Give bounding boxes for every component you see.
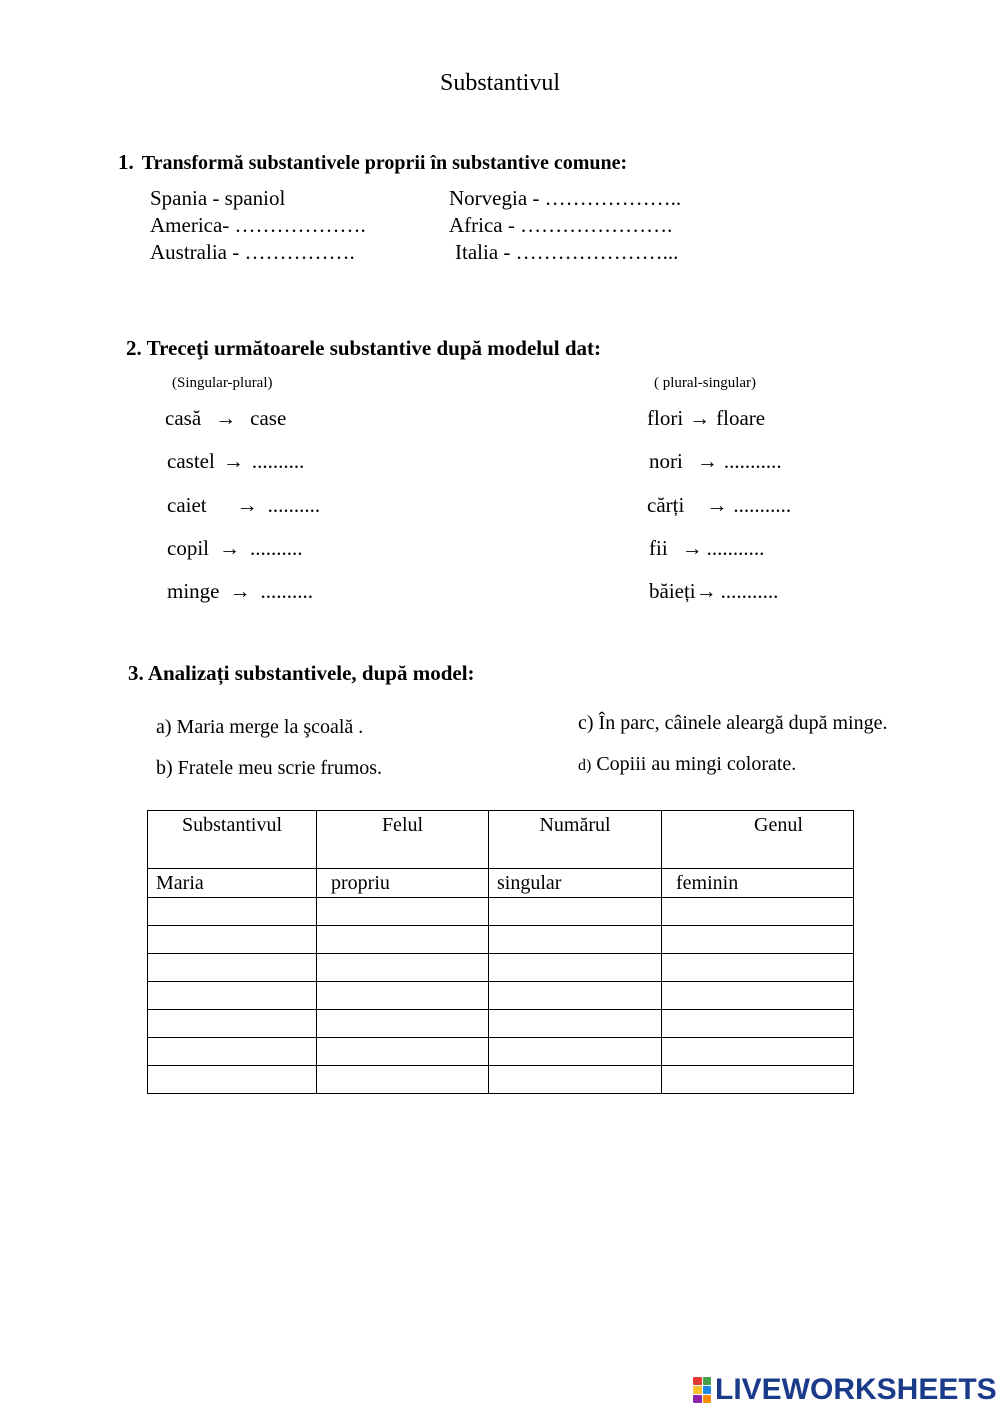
ex2-answer: ........... (720, 579, 779, 603)
table-cell: singular (489, 869, 662, 898)
table-row (148, 926, 854, 954)
sentence-b: b) Fratele meu scrie frumos. (156, 757, 383, 779)
table-input-cell[interactable] (489, 1066, 662, 1094)
table-input-cell[interactable] (317, 1066, 489, 1094)
ex2-left-row (167, 579, 313, 604)
ex1-right-item: Norvegia - ……………….. (449, 186, 682, 210)
analysis-table (147, 810, 854, 1094)
logo-block (703, 1395, 712, 1403)
exercise-1-heading (118, 150, 627, 175)
ex2-right-row (647, 406, 765, 431)
table-input-cell[interactable] (489, 926, 662, 954)
table-row (148, 1038, 854, 1066)
exercise-1-number: 1. (118, 150, 134, 174)
page-title: Substantivul (439, 70, 560, 96)
ex2-word: caiet (167, 493, 207, 517)
ex2-answer: .......... (250, 536, 303, 560)
table-input-cell[interactable] (317, 1010, 489, 1038)
table-input-cell[interactable] (148, 1038, 317, 1066)
ex2-word: castel (167, 449, 215, 473)
table-input-cell[interactable] (148, 898, 317, 926)
table-input-cell[interactable] (489, 898, 662, 926)
table-input-cell[interactable] (148, 982, 317, 1010)
table-cell: feminin (662, 869, 854, 898)
arrow-icon: → (696, 449, 718, 473)
ex2-answer: ........... (706, 536, 765, 560)
table-input-cell[interactable] (317, 1038, 489, 1066)
table-input-cell[interactable] (662, 1010, 854, 1038)
sentence-a: a) Maria merge la şcoală . (156, 716, 364, 738)
table-row (148, 898, 854, 926)
table-input-cell[interactable] (489, 954, 662, 982)
table-header-row (148, 811, 854, 869)
table-input-cell[interactable] (489, 1038, 662, 1066)
ex2-word: cărți (647, 493, 685, 517)
ex2-left-row (167, 536, 303, 561)
col-header-genul: Genul (662, 811, 854, 869)
ex1-right-item: Italia - …………………... (455, 240, 679, 264)
table-input-cell[interactable] (662, 898, 854, 926)
ex2-answer: floare (716, 406, 766, 430)
arrow-icon: → (222, 449, 244, 473)
table-input-cell[interactable] (662, 1066, 854, 1094)
ex2-word: băieți (649, 579, 696, 603)
arrow-icon: → (681, 536, 703, 560)
table-input-cell[interactable] (317, 926, 489, 954)
liveworksheets-logo[interactable] (693, 1375, 997, 1405)
table-input-cell[interactable] (317, 982, 489, 1010)
table-input-cell[interactable] (148, 926, 317, 954)
table-input-cell[interactable] (148, 954, 317, 982)
ex2-answer: ........... (733, 493, 792, 517)
table-row (148, 954, 854, 982)
ex2-left-row (165, 406, 286, 431)
col-header-felul: Felul (317, 811, 489, 869)
table-input-cell[interactable] (317, 954, 489, 982)
ex2-word: copil (167, 536, 209, 560)
ex2-right-row (649, 449, 782, 474)
arrow-icon: → (695, 579, 717, 603)
ex2-word: fii (649, 536, 668, 560)
ex1-right-item: Africa - …………………. (449, 213, 673, 237)
ex2-right-row (649, 536, 764, 561)
ex2-word: flori (647, 406, 684, 430)
ex2-left-row (167, 493, 320, 518)
table-input-cell[interactable] (317, 898, 489, 926)
exercise-2-heading: 2. Treceţi următoarele substantive după modelul dat: (126, 336, 602, 360)
ex2-right-note: ( plural-singular) (654, 375, 757, 391)
exercise-3-heading: 3. Analizați substantivele, după model: (128, 661, 475, 685)
ex2-answer: .......... (267, 493, 321, 517)
table-row (148, 1010, 854, 1038)
ex2-word: nori (649, 449, 683, 473)
table-input-cell[interactable] (662, 1038, 854, 1066)
logo-block (693, 1395, 702, 1403)
table-input-cell[interactable] (489, 982, 662, 1010)
logo-block (693, 1377, 702, 1385)
table-input-cell[interactable] (662, 926, 854, 954)
ex2-left-row (167, 449, 304, 474)
ex1-left-item: America- ………………. (150, 213, 366, 237)
ex2-answer: ........... (723, 449, 782, 473)
ex2-left-note: (Singular-plural) (172, 375, 273, 391)
table-row (148, 982, 854, 1010)
ex2-answer: case (250, 406, 287, 430)
sentence-c: c) În parc, câinele aleargă după minge. (578, 712, 888, 734)
table-row (148, 1066, 854, 1094)
arrow-icon: → (236, 493, 258, 517)
ex2-right-row (649, 579, 778, 604)
table-input-cell[interactable] (662, 982, 854, 1010)
arrow-icon: → (219, 536, 240, 560)
ex2-word: minge (167, 579, 220, 603)
arrow-icon: → (229, 579, 251, 603)
col-header-substantivul: Substantivul (148, 811, 317, 869)
col-header-numarul: Numărul (489, 811, 662, 869)
ex1-left-item: Spania - spaniol (150, 186, 286, 210)
table-input-cell[interactable] (148, 1010, 317, 1038)
logo-block (703, 1386, 712, 1394)
table-cell: Maria (148, 869, 317, 898)
sentence-d (578, 753, 796, 776)
sentence-d-label: d) (578, 757, 592, 774)
arrow-icon: → (706, 493, 728, 517)
logo-block (703, 1377, 712, 1385)
exercise-1-title: Transformă substantivele proprii în substantive comune: (141, 152, 628, 174)
logo-mark-icon (693, 1377, 711, 1403)
table-input-cell[interactable] (489, 1010, 662, 1038)
ex2-answer: .......... (251, 449, 305, 473)
table-input-cell[interactable] (662, 954, 854, 982)
logo-text: LIVEWORKSHEETS (715, 1373, 997, 1406)
logo-block (693, 1386, 702, 1394)
ex2-answer: .......... (260, 579, 313, 603)
ex2-right-row (647, 493, 791, 518)
table-row-model (148, 869, 854, 898)
arrow-icon: → (215, 406, 237, 430)
table-input-cell[interactable] (148, 1066, 317, 1094)
table-cell: propriu (317, 869, 489, 898)
arrow-icon: → (689, 406, 711, 430)
sentence-d-text: Copiii au mingi colorate. (596, 753, 797, 775)
ex2-word: casă (165, 406, 202, 430)
ex1-left-item: Australia - ……………. (150, 240, 355, 264)
